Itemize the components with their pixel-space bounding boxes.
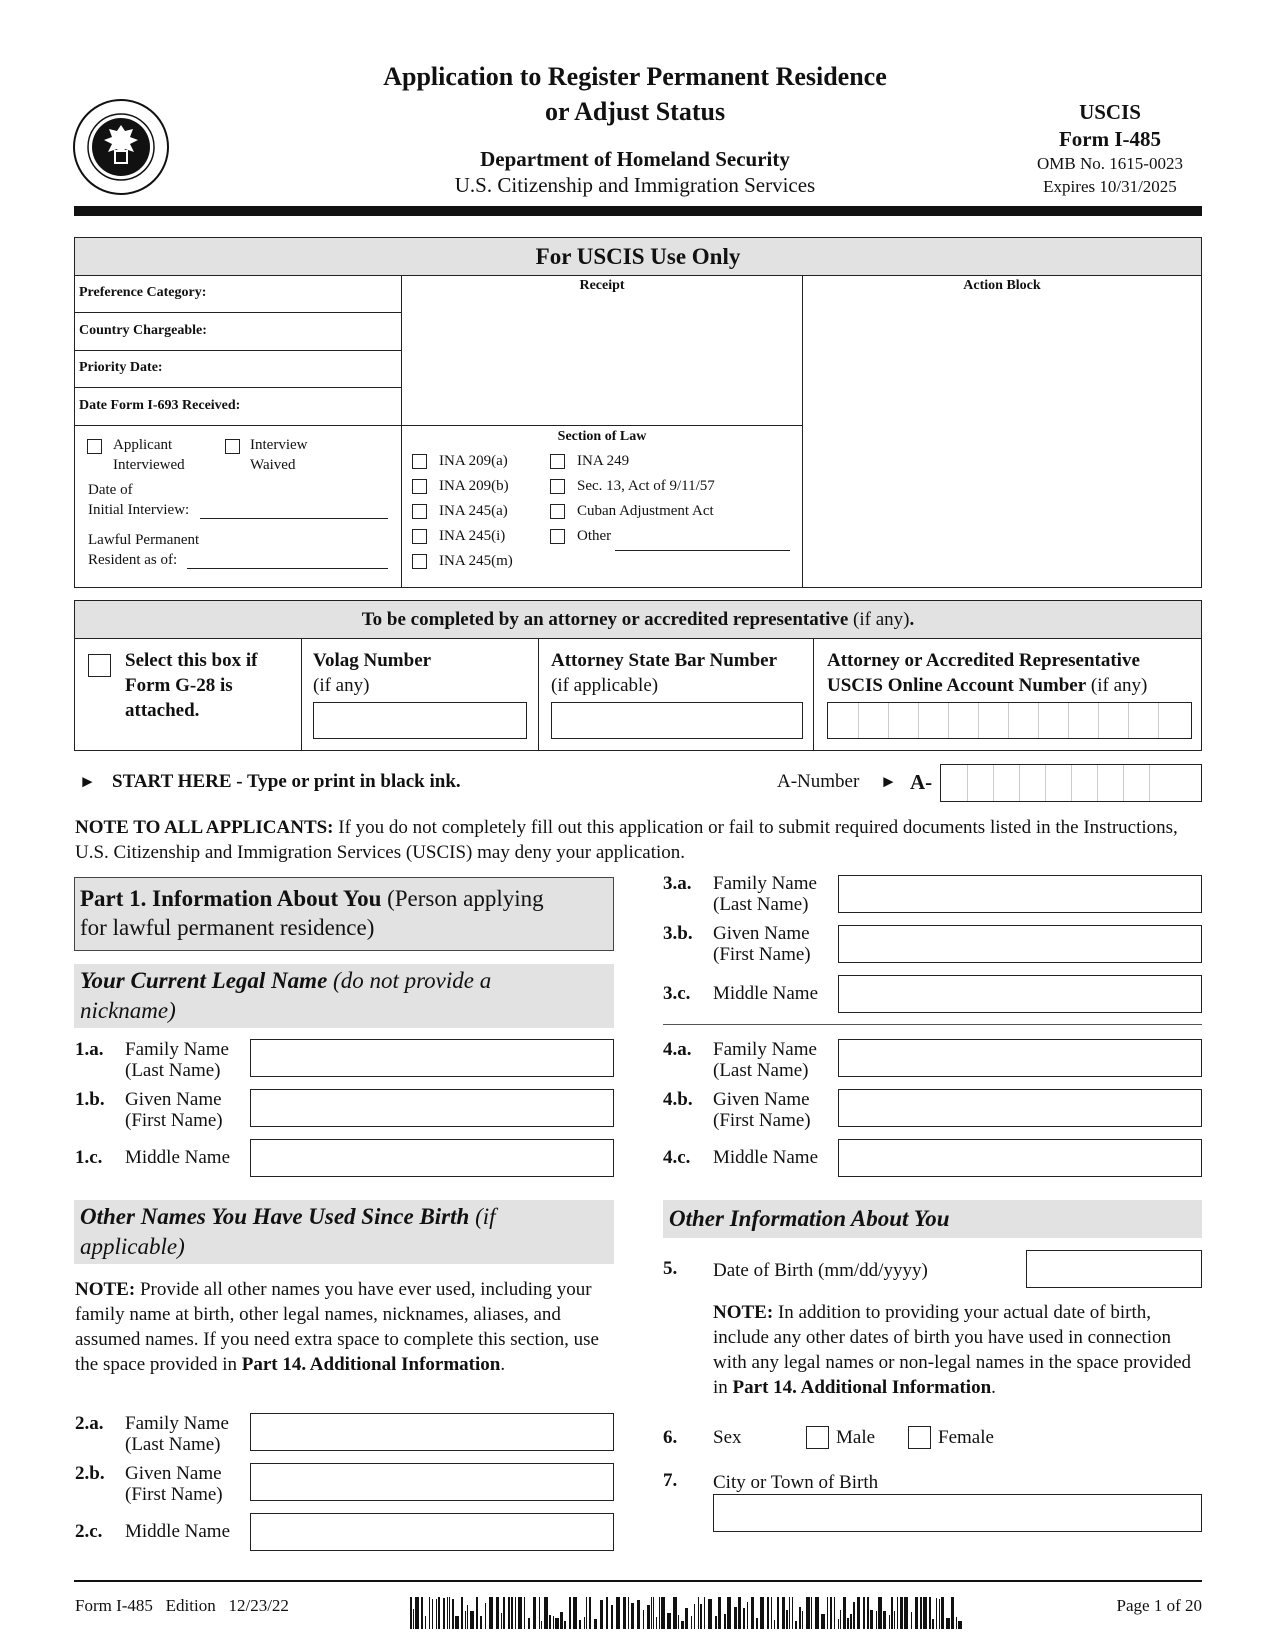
seal-icon [72,98,170,196]
date-i693-label: Date Form I-693 Received: [79,398,241,413]
row-divider [75,425,803,426]
attorney-title-end: . [909,609,915,630]
barcode-icon [410,1597,962,1629]
part1-header [74,877,614,951]
law-option-label: INA 245(m) [439,553,513,569]
law-option-ina-209a[interactable] [412,452,513,477]
note-text: If you do not completely fill out this application or fail to submit required documents listed in the Instructions, U.S. Citizenship and Immigration Services (USCIS) may deny your application. [75,817,1178,863]
law-option-ina-249[interactable] [550,452,715,477]
attorney-divider-3 [813,638,814,751]
other-given-name-input[interactable] [250,1463,614,1501]
note-to-all-applicants [75,815,1205,865]
city-birth-input[interactable] [713,1494,1202,1532]
sex-label: Sex [713,1427,742,1448]
city-birth-label: City or Town of Birth [713,1472,879,1493]
given-name-label-2: (First Name) [713,1110,811,1131]
header-rule [74,206,1202,216]
law-option-ina-245m[interactable] [412,552,513,577]
date-initial-interview-label-2: Initial Interview: [88,502,190,518]
law-checkbox[interactable] [550,529,565,544]
row-divider [75,350,401,351]
family-name-label-2: (Last Name) [125,1434,221,1455]
dob-note-end: . [991,1377,996,1398]
law-option-label: INA 245(a) [439,503,508,519]
note-bold: NOTE: [75,1279,136,1300]
attorney-divider-1 [301,638,302,751]
law-option-other[interactable] [550,527,715,552]
family-name-label-1: Family Name [125,1413,229,1434]
item-number-2c: 2.c. [75,1521,103,1542]
bar-number-label: Attorney State Bar Number [551,650,778,671]
item-number-3b: 3.b. [663,923,693,944]
other-info-header: Other Information About You [663,1200,1202,1238]
item-number-4c: 4.c. [663,1147,691,1168]
department: Department of Homeland Security [480,147,790,171]
item-number-1c: 1.c. [75,1147,103,1168]
g28-label-3: attached. [125,700,200,721]
middle-name-label: Middle Name [713,1147,819,1168]
item-number-1a: 1.a. [75,1039,104,1060]
note-text: Provide all other names you have ever used, including your family name at birth, other legal names, nicknames, aliases, and assumed names. If you need extra space to complete this section, use the space provided in [75,1279,599,1375]
given-name-label-1: Given Name [125,1463,222,1484]
interview-waived-label-2: Waived [250,457,296,473]
uscis-col-divider-2 [802,275,803,588]
section-divider [663,1024,1202,1025]
lpr-as-of-label-1: Lawful Permanent [88,532,200,548]
note-bold: NOTE TO ALL APPLICANTS: [75,817,334,838]
a-number-label: A-Number [777,771,860,792]
other-family-name-input[interactable] [250,1413,614,1451]
law-checkbox[interactable] [550,454,565,469]
row-divider [75,312,401,313]
law-checkbox[interactable] [550,479,565,494]
volag-sub: (if any) [313,675,370,696]
law-option-label: INA 249 [577,453,630,469]
applicant-interviewed-checkbox[interactable] [87,439,102,454]
item-number-2a: 2.a. [75,1413,104,1434]
form-title-line1: Application to Register Permanent Residence [383,62,887,91]
other-names-note [75,1277,620,1377]
sex-male-checkbox[interactable] [806,1426,829,1449]
footer-page-number: Page 1 of 20 [1116,1596,1202,1615]
family-name-label-2: (Last Name) [713,1060,809,1081]
law-checkbox[interactable] [412,529,427,544]
sex-female-checkbox[interactable] [908,1426,931,1449]
footer-form-edition: Form I-485 Edition 12/23/22 [75,1596,289,1615]
start-here-text: START HERE - Type or print in black ink. [112,771,461,792]
dob-note-text: In addition to providing your actual date of birth, include any other dates of birth you have used in connection with any legal names or non-legal names in the space provided in [713,1302,1192,1398]
a-number-arrow-icon: ► [880,772,897,791]
other-family-name-input-4a[interactable] [838,1039,1202,1077]
volag-label: Volag Number [313,650,432,671]
action-block-label: Action Block [963,278,1041,293]
bar-number-input[interactable] [551,702,803,739]
other-middle-name-input-4c[interactable] [838,1139,1202,1177]
law-checkbox[interactable] [412,479,427,494]
online-account-label-2 [827,675,1147,697]
law-option-ina-245a[interactable] [412,502,513,527]
legal-name-line2: nickname) [80,998,176,1023]
other-names-line2: applicable) [80,1234,185,1259]
other-family-name-input-3a[interactable] [838,875,1202,913]
country-chargeable-label: Country Chargeable: [79,323,207,338]
row-divider [75,387,401,388]
uscis-use-title: For USCIS Use Only [75,238,1201,276]
sex-male-label: Male [836,1427,876,1448]
dob-note [713,1300,1208,1400]
part1-title-line2: for lawful permanent residence) [80,915,375,940]
given-name-label-1: Given Name [713,1089,810,1110]
given-name-label-2: (First Name) [125,1110,223,1131]
form-number: Form I-485 [1058,127,1162,151]
other-given-name-input-4b[interactable] [838,1089,1202,1127]
other-names-bold: Other Names You Have Used Since Birth [80,1204,470,1229]
item-number-2b: 2.b. [75,1463,105,1484]
attorney-title-paren: (if any) [853,609,910,630]
given-name-input[interactable] [250,1089,614,1127]
family-name-label-1: Family Name [713,1039,817,1060]
note-ref: Part 14. Additional Information [241,1354,501,1375]
law-option-label: INA 209(b) [439,478,509,494]
family-name-label-2: (Last Name) [125,1060,221,1081]
g28-label-1: Select this box if [125,650,258,671]
interview-waived-label-1: Interview [250,437,308,453]
law-option-ina-209b[interactable] [412,477,513,502]
a-number-input[interactable] [940,764,1202,802]
given-name-label-1: Given Name [713,923,810,944]
omb-number: OMB No. 1615-0023 [1037,154,1183,173]
law-checkbox[interactable] [412,554,427,569]
dob-label: Date of Birth (mm/dd/yyyy) [713,1260,928,1281]
law-right-list [550,452,715,552]
item-number-3a: 3.a. [663,873,692,894]
part1-title-bold: Part 1. Information About You [80,886,382,911]
preference-category-label: Preference Category: [79,285,207,300]
law-checkbox[interactable] [412,504,427,519]
note-end: . [500,1354,506,1375]
middle-name-label: Middle Name [125,1147,231,1168]
start-arrow-icon: ► [79,772,96,791]
middle-name-input[interactable] [250,1139,614,1177]
item-number-3c: 3.c. [663,983,691,1004]
barcode [410,1597,962,1629]
agency: U.S. Citizenship and Immigration Services [454,173,816,197]
law-option-sec13[interactable] [550,477,715,502]
part1-title-rest: (Person applying [387,886,544,911]
family-name-label-1: Family Name [125,1039,229,1060]
agency-short: USCIS [1079,100,1141,124]
dhs-seal [72,98,170,196]
online-account-bold: USCIS Online Account Number [827,675,1087,696]
applicant-interviewed-label-1: Applicant [113,437,173,453]
item-number-6: 6. [663,1427,678,1448]
lpr-as-of-line[interactable] [187,568,388,569]
dob-input[interactable] [1026,1250,1202,1288]
item-number-5: 5. [663,1258,678,1279]
other-names-rest: (if [475,1204,496,1229]
law-option-label: Cuban Adjustment Act [577,503,714,519]
expiration-date: Expires 10/31/2025 [1043,177,1177,196]
online-account-input[interactable] [827,702,1192,739]
family-name-label-2: (Last Name) [713,894,809,915]
law-left-list [412,452,513,577]
item-number-4b: 4.b. [663,1089,693,1110]
law-option-label: Other [577,528,612,544]
given-name-label-2: (First Name) [125,1484,223,1505]
priority-date-label: Priority Date: [79,360,163,375]
law-checkbox[interactable] [412,454,427,469]
other-names-header [74,1200,614,1264]
attorney-divider-2 [538,638,539,751]
bar-number-sub: (if applicable) [551,675,659,696]
online-account-label-1: Attorney or Accredited Representative [827,650,1140,671]
middle-name-label: Middle Name [713,983,819,1004]
a-number-prefix: A- [910,770,933,794]
date-initial-interview-line[interactable] [200,518,388,519]
family-name-input[interactable] [250,1039,614,1077]
item-number-7: 7. [663,1470,678,1491]
given-name-label-2: (First Name) [713,944,811,965]
legal-name-header [74,964,614,1028]
law-option-label: Sec. 13, Act of 9/11/57 [577,478,715,494]
item-number-4a: 4.a. [663,1039,692,1060]
other-middle-name-input-3c[interactable] [838,975,1202,1013]
item-number-1b: 1.b. [75,1089,105,1110]
g28-label-2: Form G-28 is [125,675,233,696]
dob-note-ref: Part 14. Additional Information [732,1377,992,1398]
applicant-interviewed-label-2: Interviewed [113,457,185,473]
date-initial-interview-label-1: Date of [88,482,133,498]
form-title-line2: or Adjust Status [544,97,726,126]
g28-checkbox[interactable] [88,654,111,677]
online-account-sub: (if any) [1090,675,1148,696]
receipt-label: Receipt [579,278,625,293]
dob-note-bold: NOTE: [713,1302,774,1323]
other-given-name-input-3b[interactable] [838,925,1202,963]
law-option-label: INA 209(a) [439,453,508,469]
given-name-label-1: Given Name [125,1089,222,1110]
family-name-label-1: Family Name [713,873,817,894]
law-option-cuban[interactable] [550,502,715,527]
middle-name-label: Middle Name [125,1521,231,1542]
legal-name-rest: (do not provide a [333,968,492,993]
law-option-label: INA 245(i) [439,528,506,544]
law-other-line[interactable] [615,550,790,551]
sex-female-label: Female [938,1427,994,1448]
attorney-title-bold: To be completed by an attorney or accredited representative [361,609,849,630]
law-option-ina-245i[interactable] [412,527,513,552]
lpr-as-of-label-2: Resident as of: [88,552,178,568]
attorney-title [75,601,1201,639]
volag-input[interactable] [313,702,527,739]
other-middle-name-input[interactable] [250,1513,614,1551]
legal-name-bold: Your Current Legal Name [80,968,328,993]
interview-waived-checkbox[interactable] [225,439,240,454]
law-checkbox[interactable] [550,504,565,519]
section-of-law-label: Section of Law [557,429,647,444]
footer-rule [74,1580,1202,1582]
